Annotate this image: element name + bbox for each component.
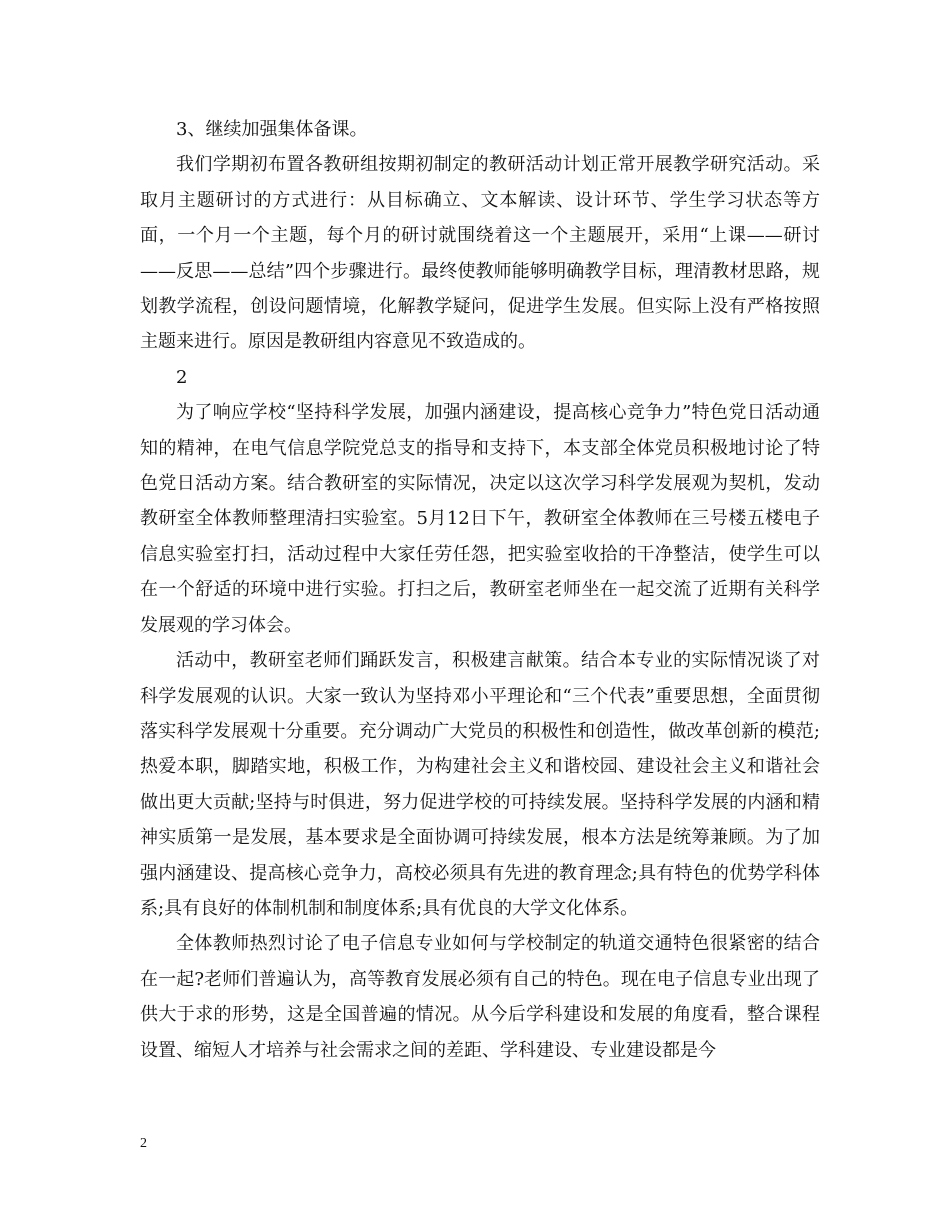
paragraph-party-day-activity: 为了响应学校“坚持科学发展，加强内涵建设，提高核心竞争力”特色党日活动通知的精神，在电气信息学院党总支的指导和支持下，本支部全体党员积极地讨论了特色党日活动方案。结合教研室的实际情况，决定以这次学习科学发展观为契机，发动教研室全体教师整理清扫实验室。5月12日下午，教研室全体教师在三号楼五楼电子信息实验室打扫，活动过程中大家任劳任怨，把实验室收拾的干净整洁，使学生可以在一个舒适的环境中进行实验。打扫之后，教研室老师坐在一起交流了近期有关科学发展观的学习体会。	[140, 402, 820, 636]
paragraph-heading-collective-lesson-prep: 3、继续加强集体备课。	[176, 119, 368, 140]
paragraph-section-number: 2	[176, 366, 188, 388]
paragraph-specialty-discussion: 全体教师热烈讨论了电子信息专业如何与学校制定的轨道交通特色很紧密的结合在一起?老师们普遍认为，高等教育发展必须有自己的特色。现在电子信息专业出现了供大于求的形势，这是全国普遍的情况。从今后学科建设和发展的角度看，整合课程设置、缩短人才培养与社会需求之间的差距、学科建设、专业建设都是今	[140, 933, 820, 1061]
paragraph-teaching-research: 我们学期初布置各教研组按期初制定的教研活动计划正常开展教学研究活动。采取月主题研讨的方式进行：从目标确立、文本解读、设计环节、学生学习状态等方面，一个月一个主题，每个月的研讨就围绕着这一个主题展开，采用“上课——研讨——反思——总结”四个步骤进行。最终使教师能够明确教学目标，理清教材思路，规划教学流程，创设问题情境，化解教学疑问，促进学生发展。但实际上没有严格按照主题来进行。原因是教研组内容意见不致造成的。	[140, 154, 820, 353]
page-number: 2	[140, 1136, 147, 1151]
paragraph-discussion: 活动中，教研室老师们踊跃发言，积极建言献策。结合本专业的实际情况谈了对科学发展观的认识。大家一致认为坚持邓小平理论和“三个代表”重要思想，全面贯彻落实科学发展观十分重要。充分调动广大党员的积极性和创造性，做改革创新的模范;热爱本职，脚踏实地，积极工作，为构建社会主义和谐校园、建设社会主义和谐社会做出更大贡献;坚持与时俱进，努力促进学校的可持续发展。坚持科学发展的内涵和精神实质第一是发展，基本要求是全面协调可持续发展，根本方法是统筹兼顾。为了加强内涵建设、提高核心竞争力，高校必须具有先进的教育理念;具有特色的优势学科体系;具有良好的体制机制和制度体系;具有优良的大学文化体系。	[140, 650, 820, 919]
document-body	[140, 112, 820, 1068]
